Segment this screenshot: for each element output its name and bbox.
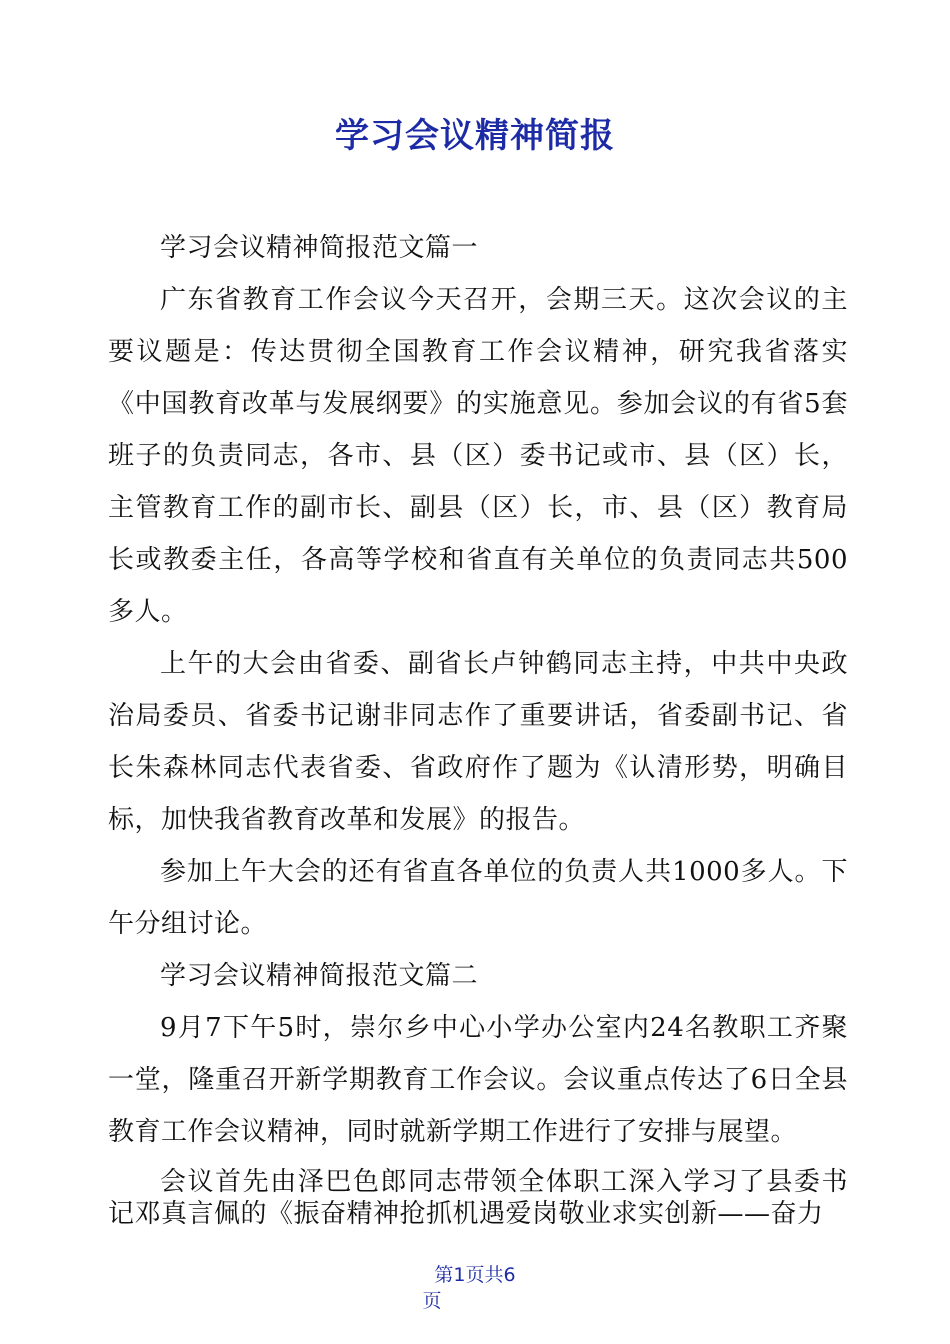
paragraph-4: 9月7下午5时，崇尔乡中心小学办公室内24名教职工齐聚一堂，隆重召开新学期教育工作会议。会议重点传达了6日全县教育工作会议精神，同时就新学期工作进行了安排与展望。 (108, 1013, 848, 1147)
section-heading-2: 学习会议精神简报范文篇二 (160, 961, 479, 991)
paragraph-3: 参加上午大会的还有省直各单位的负责人共1000多人。下午分组讨论。 (108, 857, 848, 939)
paragraph-2: 上午的大会由省委、副省长卢钟鹤同志主持，中共中央政治局委员、省委书记谢非同志作了重要讲话，省委副书记、省长朱森林同志代表省委、省政府作了题为《认清形势，明确目标，加快我省教育改革和发展》的报告。 (108, 649, 848, 835)
document-body (108, 222, 848, 1230)
paragraph-5: 会议首先由泽巴色郎同志带领全体职工深入学习了县委书记邓真言佩的《振奋精神抢抓机遇爱岗敬业求实创新——奋力 (108, 1167, 848, 1229)
paragraph-1: 广东省教育工作会议今天召开，会期三天。这次会议的主要议题是：传达贯彻全国教育工作会议精神，研究我省落实《中国教育改革与发展纲要》的实施意见。参加会议的有省5套班子的负责同志，各市、县（区）委书记或市、县（区）长，主管教育工作的副市长、副县（区）长，市、县（区）教育局长或教委主任，各高等学校和省直有关单位的负责同志共500多人。 (108, 285, 848, 627)
page-number-line-1: 第1页共6 (434, 1264, 516, 1286)
page-number-line-2: 页 (422, 1290, 442, 1312)
section-heading-1: 学习会议精神简报范文篇一 (160, 233, 479, 263)
document-title: 学习会议精神简报 (335, 116, 615, 156)
page-number-footer (0, 1262, 950, 1314)
